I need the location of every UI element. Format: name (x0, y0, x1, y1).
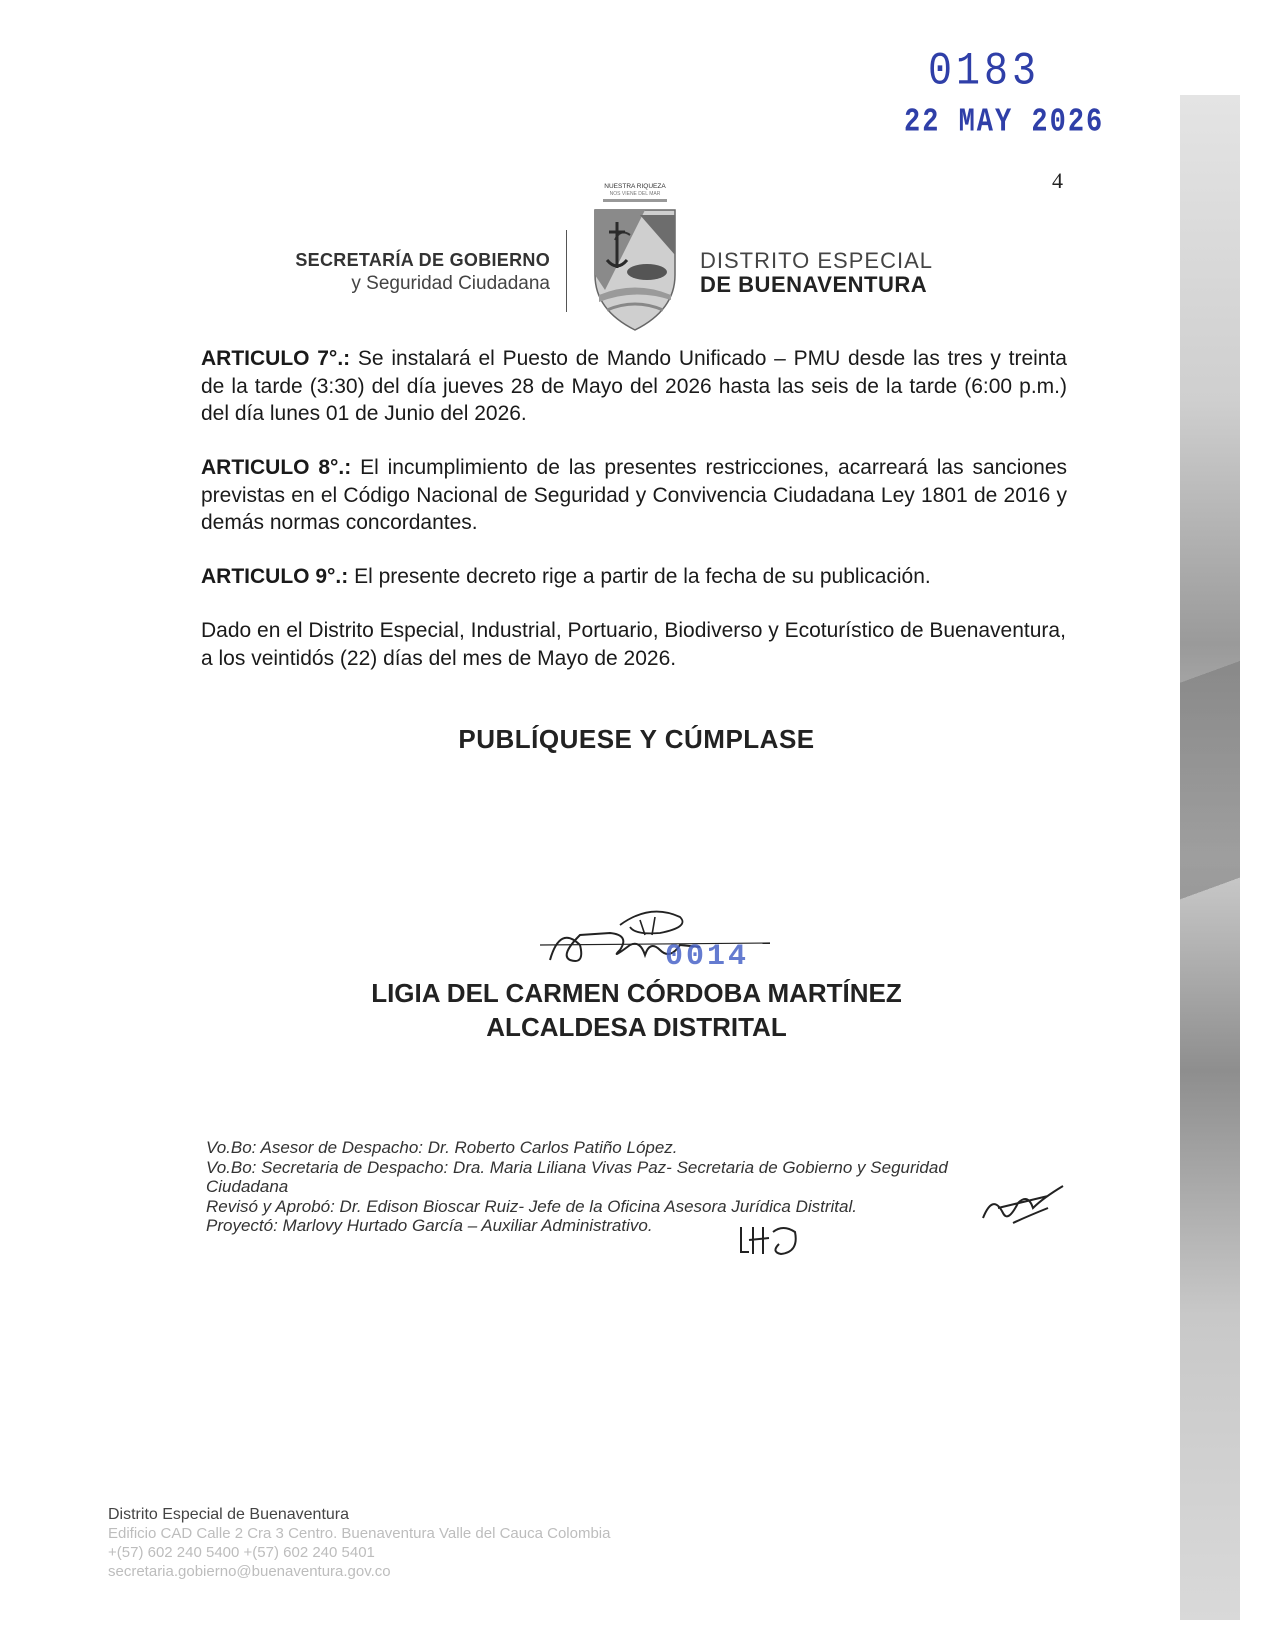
crest-motto-line1: NUESTRA RIQUEZA (604, 183, 666, 190)
article-8-text: El incumplimiento de las presentes restricciones, acarreará las sanciones previstas en el Código Nacional de Seguridad y Convivencia Ciudadana Ley 1801 de 2016 y demás normas concordantes. (201, 456, 1068, 534)
article-7-text: Se instalará el Puesto de Mando Unificado – PMU desde las tres y treinta de la tarde (3:30) del día jueves 28 de Mayo del 2026 hasta las seis de la tarde (6:00 p.m.) del día lunes 01 de Junio del 2026. (201, 347, 1067, 425)
district-crest-icon (585, 180, 685, 340)
stamp-number: 0183 (928, 46, 1041, 99)
approval-line: Vo.Bo: Secretaria de Despacho: Dra. Maria Liliana Vivas Paz- Secretaria de Gobierno y Seguridad (206, 1157, 948, 1177)
article-7 (201, 345, 1067, 428)
page-number: 4 (1052, 168, 1063, 193)
department-block (250, 250, 550, 295)
approval-line: Revisó y Aprobó: Dr. Edison Bioscar Ruiz- Jefe de la Oficina Asesora Jurídica Distrital. (206, 1196, 857, 1216)
district-name-block (700, 248, 933, 298)
district-name-line2: DE BUENAVENTURA (700, 272, 928, 297)
approvals-list (206, 1138, 1086, 1236)
signer-title: ALCALDESA DISTRITAL (486, 1012, 787, 1042)
publiquese-heading: PUBLÍQUESE Y CÚMPLASE (458, 724, 815, 754)
approval-line: Proyectó: Marlovy Hurtado García – Auxiliar Administrativo. (206, 1216, 653, 1235)
footer-address: Edificio CAD Calle 2 Cra 3 Centro. Buenaventura Valle del Cauca Colombia (108, 1525, 611, 1542)
drafter-initials-icon (735, 1222, 805, 1262)
stamp-date: 22 MAY 2026 (904, 104, 1105, 142)
article-8-label: ARTICULO 8°.: (201, 456, 352, 479)
signer-name: LIGIA DEL CARMEN CÓRDOBA MARTÍNEZ (371, 978, 902, 1008)
article-8 (201, 454, 1067, 537)
article-9-text: El presente decreto rige a partir de la fecha de su publicación. (348, 565, 931, 588)
department-subtitle: y Seguridad Ciudadana (351, 273, 550, 294)
signature-stamp-number: 0014 (665, 940, 750, 974)
department-name: SECRETARÍA DE GOBIERNO (295, 250, 550, 270)
footer-organization: Distrito Especial de Buenaventura (108, 1506, 350, 1523)
footer-phones: +(57) 602 240 5400 +(57) 602 240 5401 (108, 1544, 375, 1561)
reviewer-initials-icon (978, 1178, 1068, 1228)
header-divider (566, 230, 567, 312)
article-9-label: ARTICULO 9°.: (201, 565, 349, 588)
dado-en-paragraph: Dado en el Distrito Especial, Industrial, Portuario, Biodiverso y Ecoturístico de Buenaventura, a los veintidós (22) días del mes de Mayo de 2026. (201, 619, 1066, 670)
district-name-line1: DISTRITO ESPECIAL (700, 248, 933, 273)
crest-motto-line2: NOS VIENE DEL MAR (609, 191, 661, 197)
approval-line: Ciudadana (206, 1177, 289, 1196)
page-footer (108, 1505, 610, 1581)
article-7-label: ARTICULO 7°.: (201, 347, 351, 370)
decorative-side-strip (1180, 95, 1240, 1620)
approval-line: Vo.Bo: Asesor de Despacho: Dr. Roberto Carlos Patiño López. (206, 1138, 678, 1157)
footer-email: secretaria.gobierno@buenaventura.gov.co (108, 1563, 391, 1580)
article-9 (201, 563, 1067, 591)
